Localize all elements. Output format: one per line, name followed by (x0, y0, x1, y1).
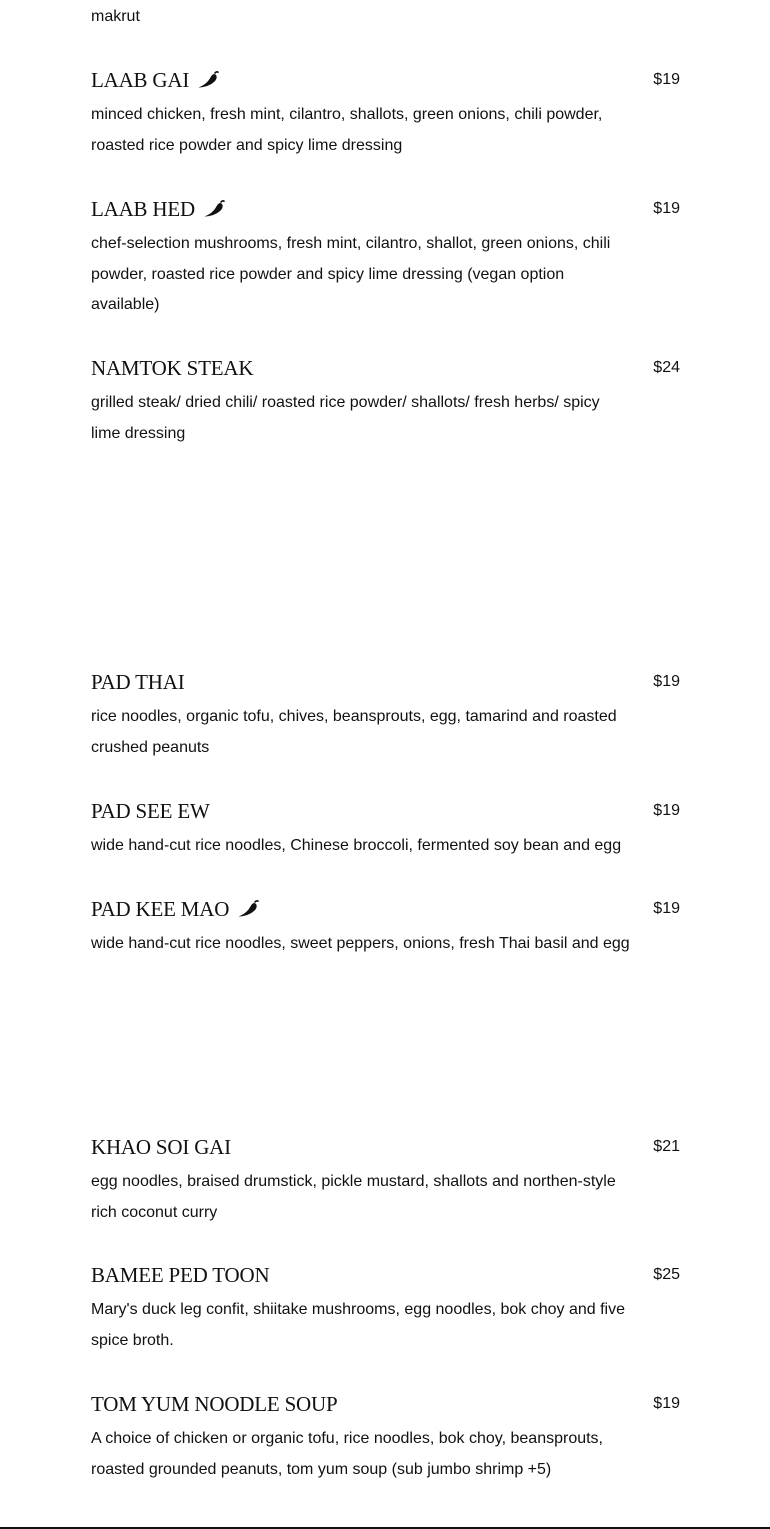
menu-item-name (91, 797, 210, 825)
menu-item-name (91, 195, 225, 223)
menu-item-header (91, 1390, 680, 1424)
menu-item-price: $19 (653, 71, 680, 88)
menu-item-name-text: TOM YUM NOODLE SOUP (91, 1392, 338, 1416)
menu-item-description: egg noodles, braised drumstick, pickle mustard, shallots and northen-style rich coconut curry (91, 1173, 616, 1221)
chili-pepper-icon (203, 199, 225, 219)
menu-item-header (91, 1261, 680, 1295)
menu-item-price: $19 (653, 900, 680, 917)
previous-item-description-fragment: makrut (91, 8, 140, 25)
menu-item-description: minced chicken, fresh mint, cilantro, shallots, green onions, chili powder, roasted rice powder and spicy lime dressing (91, 106, 603, 154)
menu-item-header (91, 195, 680, 229)
menu-item-name (91, 1261, 269, 1289)
menu-item-price: $19 (653, 673, 680, 690)
menu-item-name-text: PAD SEE EW (91, 799, 210, 823)
menu-item-description: wide hand-cut rice noodles, sweet peppers, onions, fresh Thai basil and egg (91, 935, 630, 952)
menu-item-price: $25 (653, 1266, 680, 1283)
menu-item-name (91, 895, 259, 923)
menu-item (91, 797, 680, 862)
menu-item (91, 1133, 680, 1228)
menu-item-name (91, 668, 185, 696)
menu-item-name-text: LAAB HED (91, 197, 195, 221)
menu-item-price: $19 (653, 802, 680, 819)
menu-item (91, 354, 680, 449)
menu-item-name (91, 354, 253, 382)
menu-item-description: chef-selection mushrooms, fresh mint, cilantro, shallot, green onions, chili powder, roasted rice powder and spicy lime dressing (vegan option available) (91, 235, 611, 313)
menu-item-header (91, 66, 680, 100)
menu-item-price: $21 (653, 1138, 680, 1155)
menu-item-price: $19 (653, 200, 680, 217)
menu-item-header (91, 668, 680, 702)
menu-item-name-text: NAMTOK STEAK (91, 356, 254, 380)
chili-pepper-icon (237, 899, 259, 919)
menu-item (91, 1261, 680, 1356)
menu-item-name-text: PAD THAI (91, 670, 185, 694)
menu-item (91, 195, 680, 321)
chili-pepper-icon (197, 70, 219, 90)
menu-item-name-text: KHAO SOI GAI (91, 1135, 231, 1159)
menu-item-description: wide hand-cut rice noodles, Chinese broccoli, fermented soy bean and egg (91, 837, 622, 854)
menu-item-price: $19 (653, 1395, 680, 1412)
menu-item (91, 66, 680, 161)
menu-item-header (91, 1133, 680, 1167)
menu-item (91, 1390, 680, 1485)
menu-item-header (91, 354, 680, 388)
menu-item-header (91, 895, 680, 929)
menu-item (91, 895, 680, 960)
menu-item-description: rice noodles, organic tofu, chives, beansprouts, egg, tamarind and roasted crushed peanuts (91, 708, 617, 756)
menu-item-name (91, 1390, 337, 1418)
menu-item-description: grilled steak/ dried chili/ roasted rice powder/ shallots/ fresh herbs/ spicy lime dressing (91, 394, 600, 442)
menu-item-price: $24 (653, 359, 680, 376)
menu-item-header (91, 797, 680, 831)
menu-item-description: A choice of chicken or organic tofu, rice noodles, bok choy, beansprouts, roasted grounded peanuts, tom yum soup (sub jumbo shrimp +5) (91, 1430, 603, 1478)
menu-item (91, 668, 680, 763)
menu-item-name-text: LAAB GAI (91, 68, 190, 92)
menu-item-name (91, 1133, 231, 1161)
menu-item-description: Mary's duck leg confit, shiitake mushrooms, egg noodles, bok choy and five spice broth. (91, 1301, 625, 1349)
menu-item-name (91, 66, 219, 94)
menu-item-name-text: PAD KEE MAO (91, 897, 230, 921)
menu-item-name-text: BAMEE PED TOON (91, 1263, 270, 1287)
